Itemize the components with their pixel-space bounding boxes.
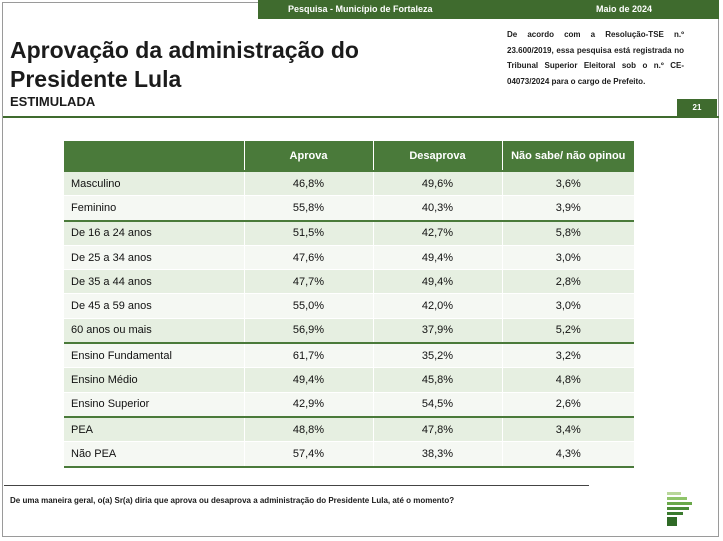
table-row	[64, 196, 634, 221]
table-row	[64, 270, 634, 294]
table-row	[64, 442, 634, 467]
desaprova-value: 47,8%	[373, 417, 502, 442]
nao-sabe-value: 5,2%	[502, 318, 634, 343]
row-label: De 25 a 34 anos	[64, 245, 244, 269]
column-header-desaprova: Desaprova	[373, 141, 502, 171]
row-label: Ensino Superior	[64, 392, 244, 417]
row-label: 60 anos ou mais	[64, 318, 244, 343]
aprova-value: 48,8%	[244, 417, 373, 442]
desaprova-value: 49,4%	[373, 270, 502, 294]
nao-sabe-value: 3,4%	[502, 417, 634, 442]
row-label: De 35 a 44 anos	[64, 270, 244, 294]
column-header-segment	[64, 141, 244, 171]
desaprova-value: 38,3%	[373, 442, 502, 467]
row-label: PEA	[64, 417, 244, 442]
column-header-nao-sabe: Não sabe/ não opinou	[502, 141, 634, 171]
survey-date: Maio de 2024	[596, 4, 653, 14]
results-table	[64, 141, 634, 468]
desaprova-value: 42,0%	[373, 294, 502, 318]
row-label: Não PEA	[64, 442, 244, 467]
nao-sabe-value: 4,3%	[502, 442, 634, 467]
desaprova-value: 54,5%	[373, 392, 502, 417]
registration-note: De acordo com a Resolução-TSE n.º 23.600/2019, essa pesquisa está registrada no Tribunal Superior Eleitoral sob o n.º CE-04073/2024 para o cargo de Prefeito.	[507, 30, 684, 86]
aprova-value: 42,9%	[244, 392, 373, 417]
aprova-value: 61,7%	[244, 343, 373, 368]
question-divider	[4, 485, 589, 486]
aprova-value: 55,0%	[244, 294, 373, 318]
table-row	[64, 417, 634, 442]
table-row	[64, 318, 634, 343]
table-row	[64, 245, 634, 269]
nao-sabe-value: 3,0%	[502, 294, 634, 318]
desaprova-value: 37,9%	[373, 318, 502, 343]
aprova-value: 49,4%	[244, 368, 373, 392]
nao-sabe-value: 5,8%	[502, 221, 634, 246]
page-title: Aprovação da administração do Presidente Lula	[10, 37, 359, 92]
survey-question: De uma maneira geral, o(a) Sr(a) diria que aprova ou desaprova a administração do Presidente Lula, até o momento?	[10, 496, 455, 505]
aprova-value: 57,4%	[244, 442, 373, 467]
table-row	[64, 392, 634, 417]
page-number: 21	[677, 99, 717, 116]
aprova-value: 46,8%	[244, 171, 373, 196]
header-divider	[3, 116, 719, 118]
row-label: Masculino	[64, 171, 244, 196]
row-label: De 45 a 59 anos	[64, 294, 244, 318]
desaprova-value: 49,6%	[373, 171, 502, 196]
top-banner	[258, 0, 719, 19]
nao-sabe-value: 3,2%	[502, 343, 634, 368]
aprova-value: 47,6%	[244, 245, 373, 269]
desaprova-value: 35,2%	[373, 343, 502, 368]
desaprova-value: 45,8%	[373, 368, 502, 392]
aprova-value: 55,8%	[244, 196, 373, 221]
row-label: Feminino	[64, 196, 244, 221]
desaprova-value: 42,7%	[373, 221, 502, 246]
nao-sabe-value: 3,0%	[502, 245, 634, 269]
desaprova-value: 40,3%	[373, 196, 502, 221]
table-row	[64, 368, 634, 392]
logo-icon	[667, 492, 693, 526]
nao-sabe-value: 2,8%	[502, 270, 634, 294]
survey-name: Pesquisa - Município de Fortaleza	[288, 4, 433, 14]
nao-sabe-value: 3,9%	[502, 196, 634, 221]
table-row	[64, 171, 634, 196]
page-subtitle: ESTIMULADA	[10, 94, 96, 109]
table-header-row	[64, 141, 634, 171]
table-row	[64, 221, 634, 246]
aprova-value: 51,5%	[244, 221, 373, 246]
row-label: Ensino Médio	[64, 368, 244, 392]
column-header-aprova: Aprova	[244, 141, 373, 171]
row-label: Ensino Fundamental	[64, 343, 244, 368]
desaprova-value: 49,4%	[373, 245, 502, 269]
nao-sabe-value: 3,6%	[502, 171, 634, 196]
table-row	[64, 343, 634, 368]
aprova-value: 47,7%	[244, 270, 373, 294]
table-row	[64, 294, 634, 318]
row-label: De 16 a 24 anos	[64, 221, 244, 246]
table-body	[64, 171, 634, 467]
aprova-value: 56,9%	[244, 318, 373, 343]
nao-sabe-value: 4,8%	[502, 368, 634, 392]
nao-sabe-value: 2,6%	[502, 392, 634, 417]
